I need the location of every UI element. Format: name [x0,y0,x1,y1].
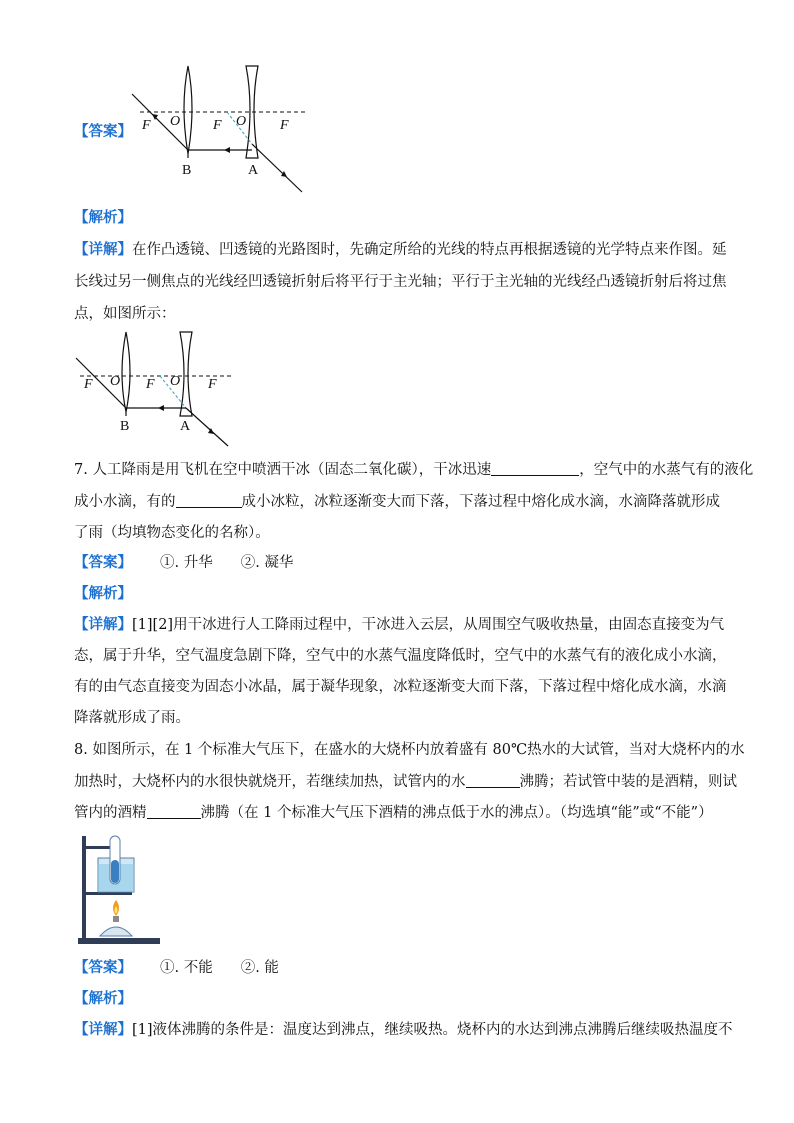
q7-blank1[interactable] [491,461,579,476]
q8-answer: 【答案】 ①. 不能 ②. 能 [74,959,279,976]
answer-tag-q6: 【答案】 [74,123,132,140]
q7-detail-line4: 降落就形成了雨。 [74,710,190,726]
q8-detail-line1: 【详解】[1]液体沸腾的条件是：温度达到沸点，继续吸热。烧杯内的水达到沸点沸腾后继续吸热温度不 [74,1021,733,1038]
label-f-mid: F [213,118,222,133]
q8-line2: 加热时，大烧杯内的水很快就烧开，若继续加热，试管内的水 沸腾；若试管中装的是酒精，则试 [74,774,737,790]
q8-line3: 管内的酒精 沸腾（在 1 个标准大气压下酒精的沸点低于水的沸点）。（均选填“能”或“不能”） [74,805,713,821]
analysis-tag-q7: 【解析】 [74,585,132,602]
q8-blank2[interactable] [147,804,201,819]
svg-text:F: F [84,377,93,392]
svg-text:F: F [146,377,155,392]
alcohol-lamp [100,927,132,936]
label-f-left: F [142,118,151,133]
lens-diagram-2 [74,328,254,452]
q7-detail-line1: 【详解】[1][2]用干冰进行人工降雨过程中，干冰进入云层，从周围空气吸收热量，由固态直接变为气 [74,616,725,633]
lens-diagram-1 [130,62,310,197]
detail-q6-line2: 长线过另一侧焦点的光线经凹透镜折射后将平行于主光轴；平行于主光轴的光线经凸透镜折射后将过焦 [74,274,727,290]
svg-text:O: O [170,374,181,389]
label-f-right: F [280,118,289,133]
detail-q6-line3: 点，如图所示： [74,306,176,322]
boiling-apparatus-figure [76,832,162,948]
analysis-tag-q6: 【解析】 [74,209,132,226]
q8-line1: 8. 如图所示，在 1 个标准大气压下，在盛水的大烧杯内放着盛有 80℃热水的大试管，当对大烧杯内的水 [74,742,745,758]
svg-text:F: F [208,377,217,392]
svg-text:O: O [110,374,121,389]
q8-blank1[interactable] [466,773,520,788]
q7-answer: 【答案】 ①. 升华 ②. 凝华 [74,554,294,571]
svg-text:B: B [120,419,130,434]
detail-q6-line1: 【详解】在作凸透镜、凹透镜的光路图时，先确定所给的光线的特点再根据透镜的光学特点来作图。延 [74,241,727,258]
q7-line1: 7. 人工降雨是用飞机在空中喷洒干冰（固态二氧化碳），干冰迅速 ，空气中的水蒸气有的液化 [74,462,754,478]
label-o-right: O [236,114,247,129]
svg-text:A: A [180,419,191,434]
analysis-tag-q8: 【解析】 [74,990,132,1007]
q7-line2: 成小水滴，有的 成小冰粒，冰粒逐渐变大而下落，下落过程中熔化成水滴，水滴降落就形成 [74,494,720,510]
q7-detail-line2: 态，属于升华，空气温度急剧下降，空气中的水蒸气温度降低时，空气中的水蒸气有的液化成小水滴， [74,648,727,664]
label-b: B [182,163,192,178]
convex-lens [184,66,192,154]
q7-line3: 了雨（均填物态变化的名称）。 [74,525,270,541]
q7-detail-line3: 有的由气态直接变为固态小冰晶，属于凝华现象，冰粒逐渐变大而下落，下落过程中熔化成水滴，水滴 [74,679,727,695]
label-o-left: O [170,114,181,129]
label-a: A [248,163,259,178]
q7-blank2[interactable] [176,493,242,508]
